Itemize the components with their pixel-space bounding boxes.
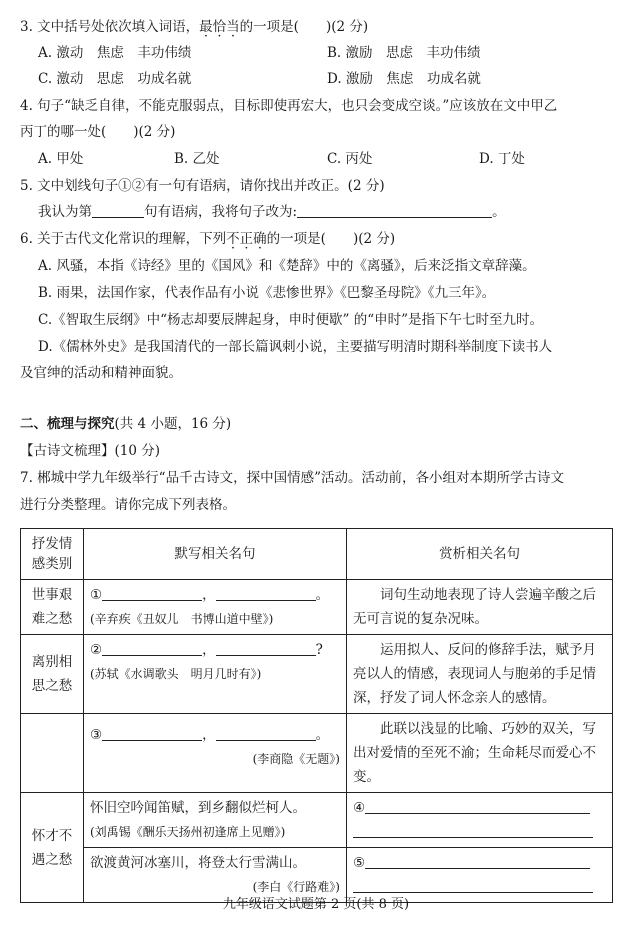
q6-stem: 6. 关于古代文化常识的理解，下列不正确的一项是( )(2 分) <box>20 231 396 247</box>
q7-line-2: 进行分类整理。请你完成下列表格。 <box>20 497 236 513</box>
q4-option-c: C. 丙处 <box>327 151 373 167</box>
source-text: (苏轼《水调歌头 明月几时有》) <box>90 667 262 681</box>
recite-cell: ③ ， 。 (李商隐《无题》) <box>84 714 347 793</box>
q7-line-1: 7. 郴城中学九年级举行“品千古诗文，探中国情感”活动。活动前，各小组对本期所学古诗文 <box>20 470 564 486</box>
source-text: (李商隐《无题》) <box>252 752 340 766</box>
poem-text: 欲渡黄河冰塞川，将登太行雪满山。 <box>90 855 306 871</box>
q3-stem: 3. 文中括号处依次填入词语，最恰当的一项是( )(2 分) <box>20 19 369 35</box>
q3-option-a: A. 激动 焦虑 丰功伟绩 <box>38 45 192 61</box>
blank-3b[interactable] <box>216 726 316 741</box>
analysis-cell: ④ <box>347 793 613 848</box>
blank-3a[interactable] <box>102 726 202 741</box>
analysis-cell: 运用拟人、反问的修辞手法，赋予月亮以人的情感，表现词人与胞弟的手足情深，抒发了词人怀念亲人的感情。 <box>347 635 613 714</box>
blank-1b[interactable] <box>216 586 316 601</box>
source-text: (辛弃疾《丑奴儿 书博山道中壁》) <box>90 612 274 626</box>
blank-1a[interactable] <box>102 586 202 601</box>
poem-text: 怀旧空吟闻笛赋，到乡翻似烂柯人。 <box>90 800 306 816</box>
q4-option-d: D. 丁处 <box>479 151 525 167</box>
q6-emphasis: 不正确 <box>226 231 267 247</box>
blank-5a[interactable] <box>365 854 590 869</box>
q3-option-d: D. 激励 焦虑 功成名就 <box>327 71 481 87</box>
q4-option-b: B. 乙处 <box>174 151 220 167</box>
q4-line-1: 4. 句子“缺乏自律，不能克服弱点，目标即使再宏大，也只会变成空谈。”应该放在文中甲乙 <box>20 98 558 114</box>
q3-option-b: B. 激励 思虑 丰功伟绩 <box>327 45 481 61</box>
analysis-cell: ⑤ <box>347 848 613 903</box>
blank-4b[interactable] <box>353 823 593 838</box>
q4-option-a: A. 甲处 <box>38 151 84 167</box>
q3-emphasis: 最恰当 <box>199 19 240 35</box>
q5-line-2: 我认为第 句有语病，我将句子改为: 。 <box>38 204 506 220</box>
q5-blank-correction[interactable] <box>297 203 492 218</box>
source-text: (刘禹锡《酬乐天扬州初逢席上见赠》) <box>90 825 286 839</box>
q6-option-d: D.《儒林外史》是我国清代的一部长篇讽刺小说，主要描写明清时期科举制度下读书人 <box>38 339 553 355</box>
header-category: 抒发情感类别 <box>21 529 84 580</box>
poetry-table <box>20 528 613 903</box>
header-analysis: 赏析相关名句 <box>347 529 613 580</box>
q6-option-a: A. 风骚，本指《诗经》里的《国风》和《楚辞》中的《离骚》，后来泛指文章辞藻。 <box>38 258 536 274</box>
q6-option-c: C.《智取生辰纲》中“杨志却要辰牌起身，申时便歇” 的“申时”是指下午七时至九时。 <box>38 312 544 328</box>
recite-cell: ② ， ? (苏轼《水调歌头 明月几时有》) <box>84 635 347 714</box>
section-2-title: 二、梳理与探究(共 4 小题，16 分) <box>20 416 232 432</box>
blank-2b[interactable] <box>216 641 316 656</box>
q4-line-2: 丙丁的哪一处( )(2 分) <box>20 124 176 140</box>
q6-option-b: B. 雨果，法国作家，代表作品有小说《悲惨世界》《巴黎圣母院》《九三年》。 <box>38 285 496 301</box>
q5-blank-number[interactable] <box>92 203 144 218</box>
page-footer: 九年级语文试题第 2 页(共 8 页) <box>222 897 410 912</box>
analysis-cell: 此联以浅显的比喻、巧妙的双关，写出对爱情的至死不渝；生命耗尽而爱心不变。 <box>347 714 613 793</box>
category-cell: 离别相思之愁 <box>21 635 84 714</box>
table-row <box>21 635 613 714</box>
category-cell: 世事艰难之愁 <box>21 580 84 635</box>
subsection-title: 【古诗文梳理】(10 分) <box>20 443 161 459</box>
category-cell: 怀才不遇之愁 <box>21 793 84 903</box>
blank-5b[interactable] <box>353 878 593 893</box>
header-recite: 默写相关名句 <box>84 529 347 580</box>
recite-cell: ① ， 。 (辛弃疾《丑奴儿 书博山道中壁》) <box>84 580 347 635</box>
q5-line-1: 5. 文中划线句子①②有一句有语病，请你找出并改正。(2 分) <box>20 178 385 194</box>
category-cell <box>21 714 84 793</box>
blank-2a[interactable] <box>102 641 202 656</box>
table-row <box>21 580 613 635</box>
source-text: (李白《行路难》) <box>252 880 340 894</box>
recite-cell <box>84 793 347 848</box>
table-row <box>21 793 613 848</box>
q6-option-d-cont: 及官绅的活动和精神面貌。 <box>20 365 182 381</box>
analysis-cell: 词句生动地表现了诗人尝遍辛酸之后无可言说的复杂况味。 <box>347 580 613 635</box>
q3-option-c: C. 激动 思虑 功成名就 <box>38 71 192 87</box>
blank-4a[interactable] <box>365 799 590 814</box>
table-row <box>21 714 613 793</box>
table-header-row <box>21 529 613 580</box>
